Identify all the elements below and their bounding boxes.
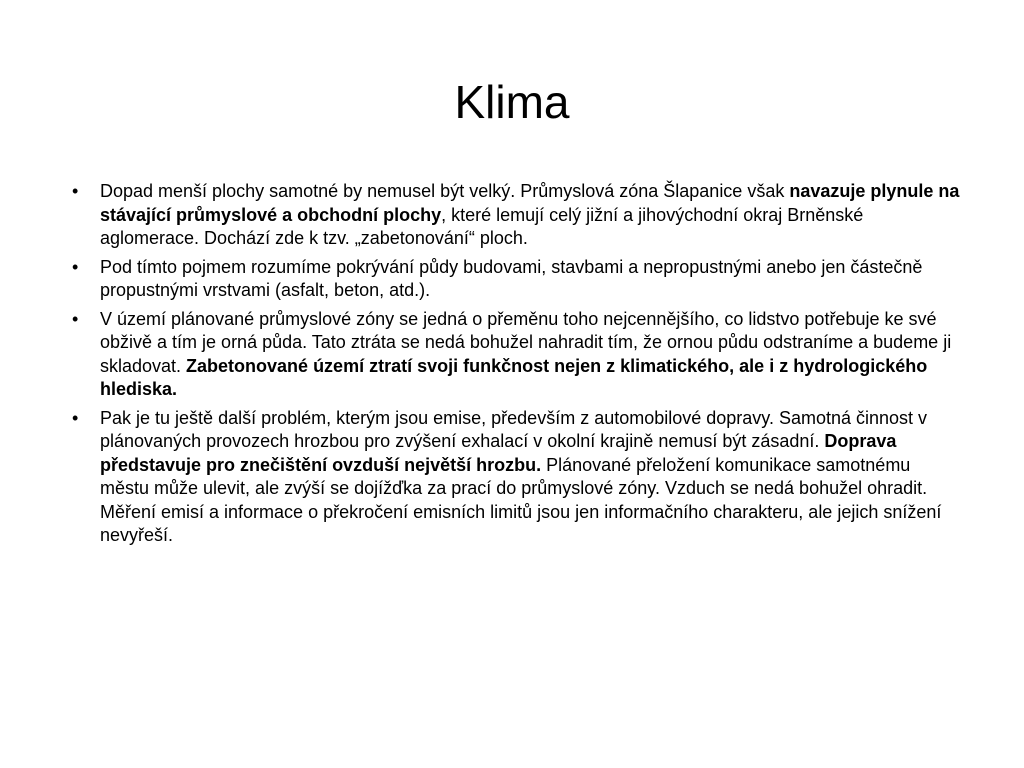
bullet-marker: • [72,256,79,277]
bullet-item-1 [72,180,962,251]
slide-title: Klima [454,76,570,128]
bullet-item-2 [72,256,962,303]
bullet-marker: • [72,308,79,329]
bullet-text-segment: V území plánované průmyslové zóny se jedná o přeměnu toho nejcennějšího, co lidstvo potřebuje ke své obživě a tím je orná půda. Tato ztráta se nedá bohužel nahradit tím, že ornou půdu odstraníme a budeme ji skladovat. [100,308,952,376]
bullet-list [72,180,962,553]
bullet-text-segment: , které lemují celý jižní a jihovýchodní okraj Brněnské aglomerace. Dochází zde k tzv. „zabetonování“ ploch. [100,204,864,248]
bullet-text-segment: Pod tímto pojmem rozumíme pokrývání půdy budovami, stavbami a nepropustnými anebo jen částečně propustnými vrstvami (asfalt, beton, atd.). [100,256,923,300]
bullet-text-bold: Doprava představuje pro znečištění ovzduší největší hrozbu. [100,431,897,475]
bullet-text-bold: navazuje plynule na stávající průmyslové a obchodní plochy [100,181,960,225]
bullet-marker: • [72,181,79,201]
bullet-text-segment: Plánované přeložení komunikace samotnému městu může ulevit, ale zvýší se dojížďka za prací do průmyslové zóny. Vzduch se nedá bohužel ohradit. Měření emisí a informace o překročení emisních limitů jsou jen informačního charakteru, ale jejich snížení nevyřeší. [100,454,942,545]
bullet-text-segment: Dopad menší plochy samotné by nemusel být velký. Průmyslová zóna Šlapanice však [100,181,790,201]
bullet-text-bold: Zabetonované území ztratí svoji funkčnost nejen z klimatického, ale i z hydrologického hlediska. [100,355,928,399]
bullet-item-4 [72,407,962,548]
bullet-marker: • [72,407,79,428]
bullet-text-segment: Pak je tu ještě další problém, kterým jsou emise, především z automobilové dopravy. Samotná činnost v plánovaných provozech hrozbou pro zvýšení exhalací v okolní krajině nemusí být zásadní. [100,407,928,451]
bullet-item-3 [72,308,962,402]
